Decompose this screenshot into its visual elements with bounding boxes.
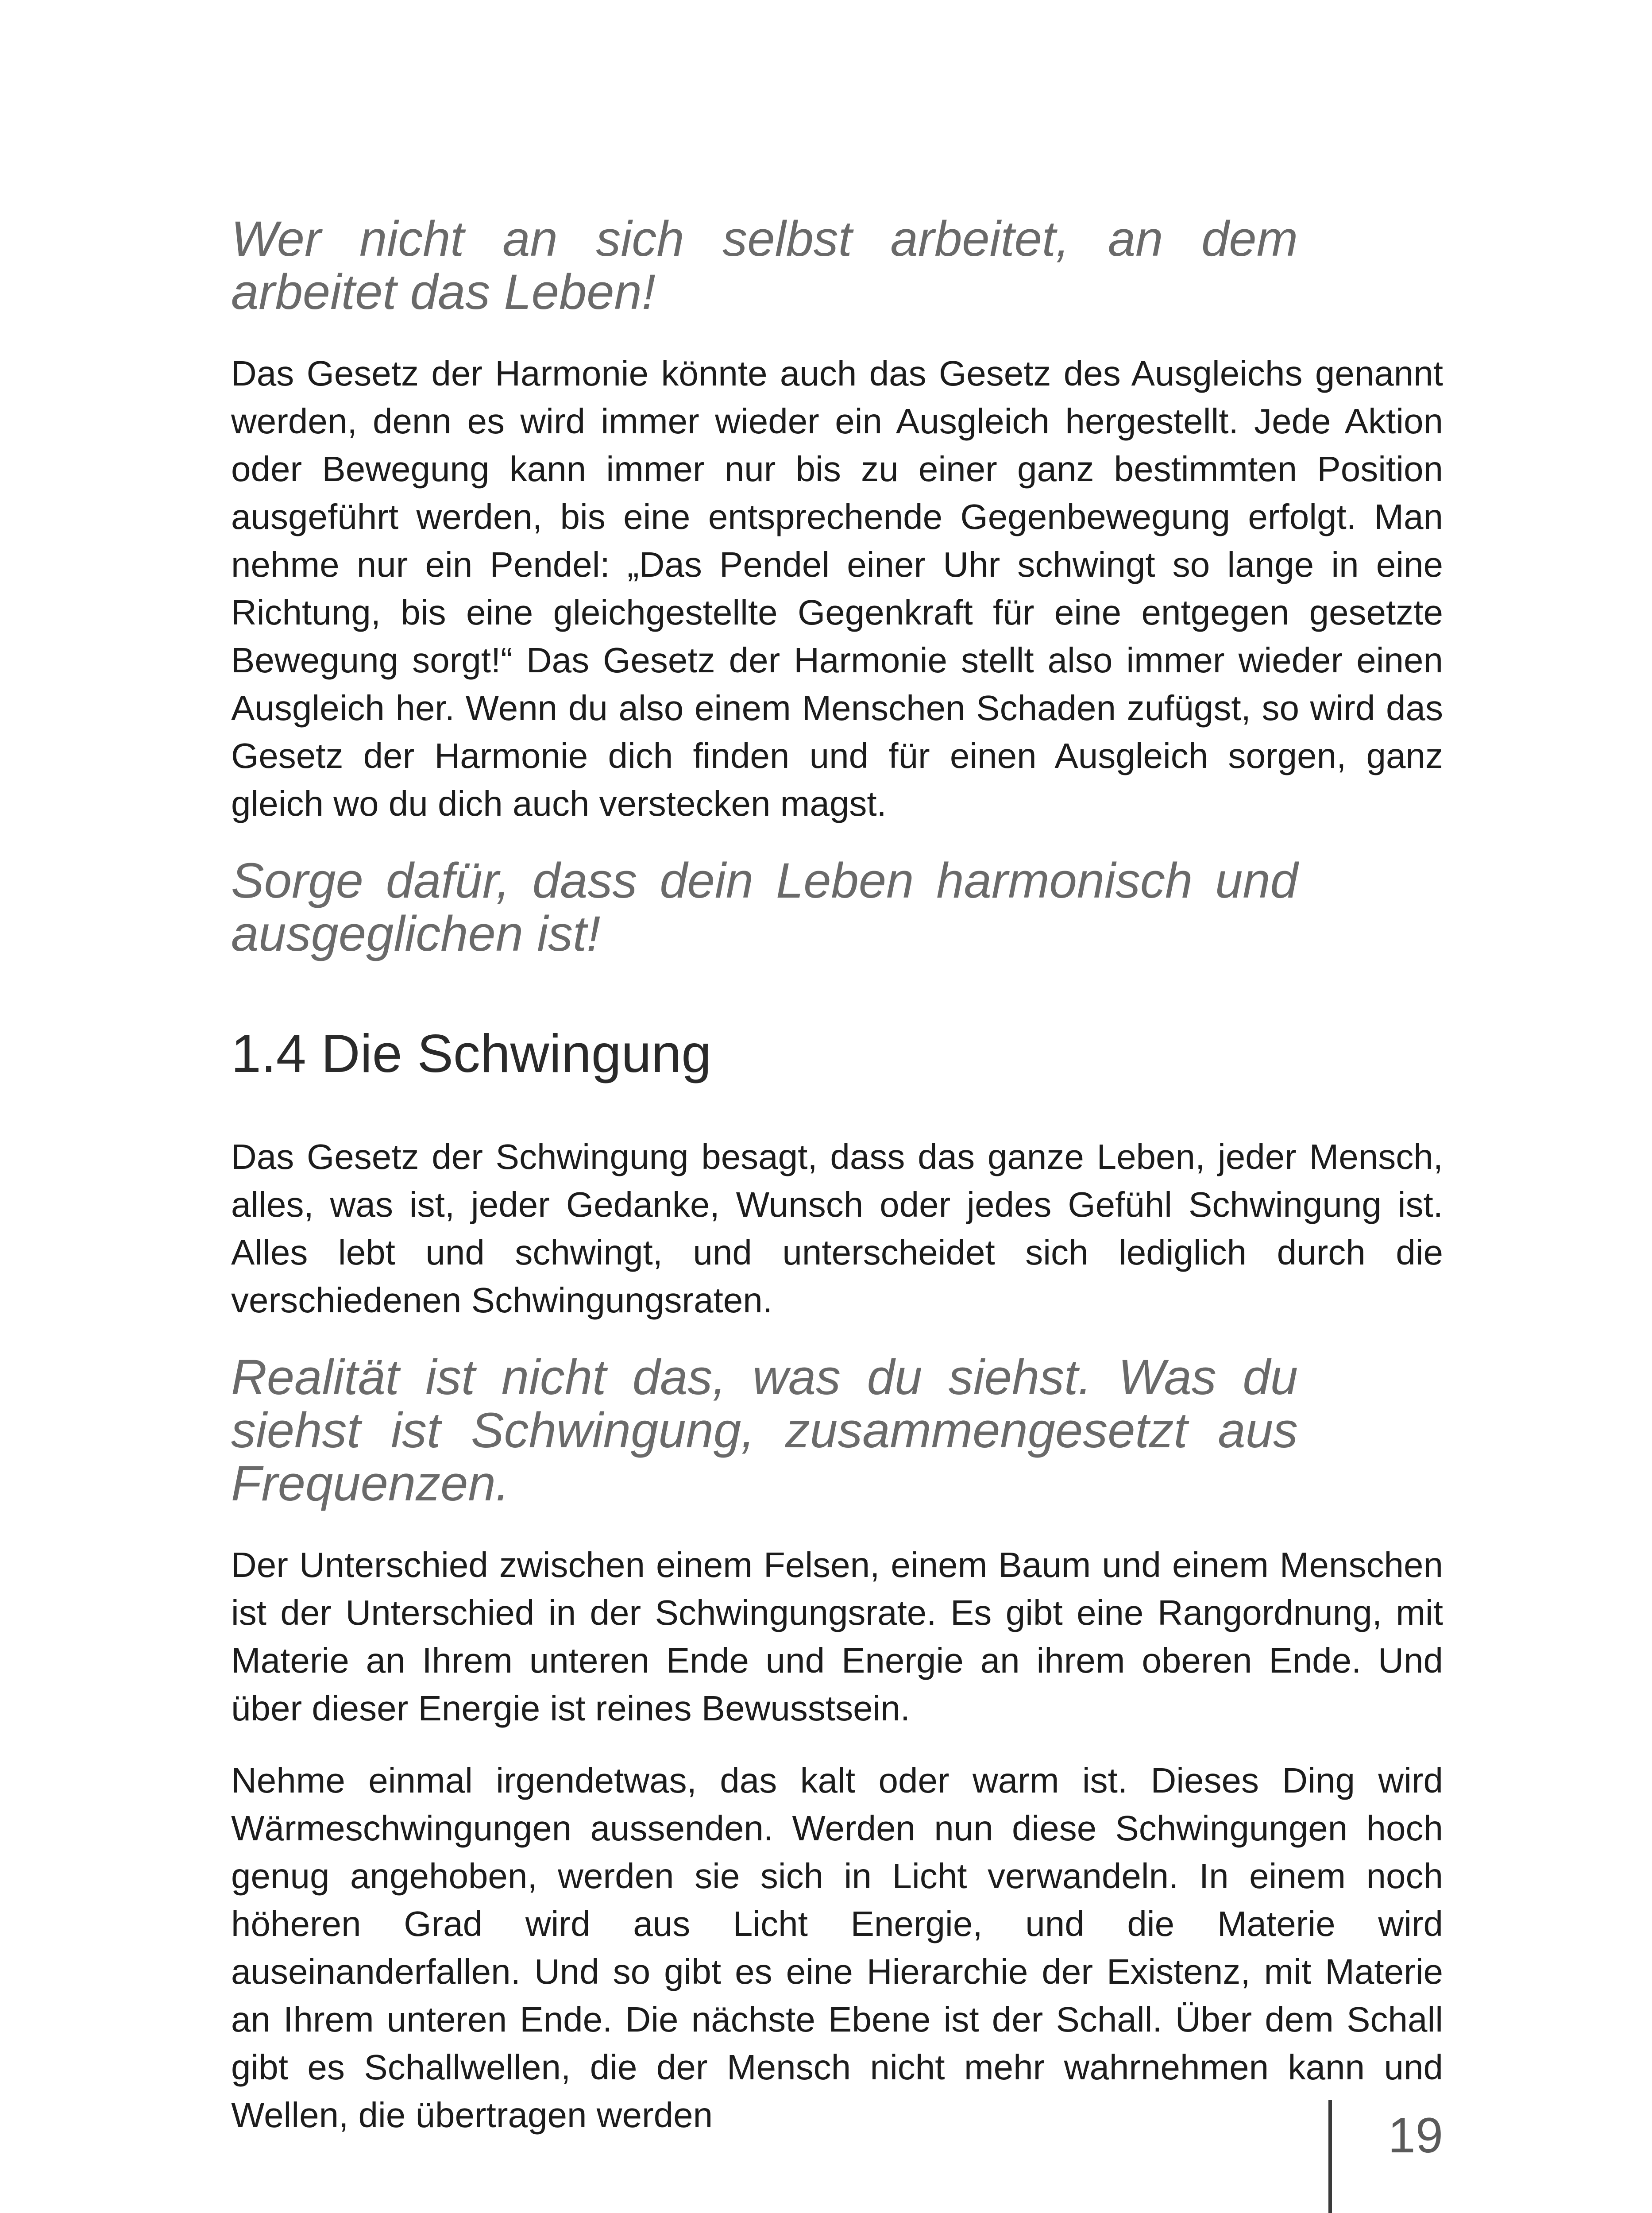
quote-reality-vibration: Realität ist nicht das, was du siehst. Was du siehst ist Schwingung, zusammengesetzt aus Frequenzen. bbox=[231, 1349, 1298, 1511]
paragraph-hierarchy-of-existence: Nehme einmal irgendetwas, das kalt oder warm ist. Dieses Ding wird Wärmeschwingungen aussenden. Werden nun diese Schwingungen hoch genug angehoben, werden sie sich in Licht verwandeln. In einem noch höheren Grad wird aus Licht Energie, und die Materie wird auseinanderfallen. Und so gibt es eine Hierarchie der Existenz, mit Materie an Ihrem unteren Ende. Die nächste Ebene ist der Schall. Über dem Schall gibt es Schallwellen, die der Mensch nicht mehr wahrnehmen kann und Wellen, die übertragen werden bbox=[231, 1761, 1443, 2135]
paragraph-vibration-rate: Der Unterschied zwischen einem Felsen, einem Baum und einem Menschen ist der Unterschied in der Schwingungsrate. Es gibt eine Rangordnung, mit Materie an Ihrem unteren Ende und Energie an ihrem oberen Ende. Und über dieser Energie ist reines Bewusstsein. bbox=[231, 1545, 1443, 1728]
page-content bbox=[231, 212, 1443, 2139]
section-heading: 1.4 Die Schwingung bbox=[231, 1023, 712, 1083]
quote-harmonious-life: Sorge dafür, dass dein Leben harmonisch und ausgeglichen ist! bbox=[231, 853, 1298, 961]
page-number-rule bbox=[1328, 2100, 1332, 2213]
paragraph-law-of-harmony: Das Gesetz der Harmonie könnte auch das Gesetz des Ausgleichs genannt werden, denn es wird immer wieder ein Ausgleich hergestellt. Jede Aktion oder Bewegung kann immer nur bis zu einer ganz bestimmten Position ausgeführt werden, bis eine entsprechende Gegenbewegung erfolgt. Man nehme nur ein Pendel: „Das Pendel einer Uhr schwingt so lange in eine Richtung, bis eine gleichgestellte Gegenkraft für eine entgegen gesetzte Bewegung sorgt!“ Das Gesetz der Harmonie stellt also immer wieder einen Ausgleich her. Wenn du also einem Menschen Schaden zufügst, so wird das Gesetz der Harmonie dich finden und für einen Ausgleich sorgen, ganz gleich wo du dich auch verstecken magst. bbox=[231, 354, 1443, 823]
quote-work-on-yourself: Wer nicht an sich selbst arbeitet, an dem arbeitet das Leben! bbox=[231, 211, 1298, 320]
page-number: 19 bbox=[1388, 2108, 1443, 2163]
paragraph-law-of-vibration: Das Gesetz der Schwingung besagt, dass das ganze Leben, jeder Mensch, alles, was ist, jeder Gedanke, Wunsch oder jedes Gefühl Schwingung ist. Alles lebt und schwingt, und unterscheidet sich lediglich durch die verschiedenen Schwingungsraten. bbox=[231, 1137, 1443, 1320]
